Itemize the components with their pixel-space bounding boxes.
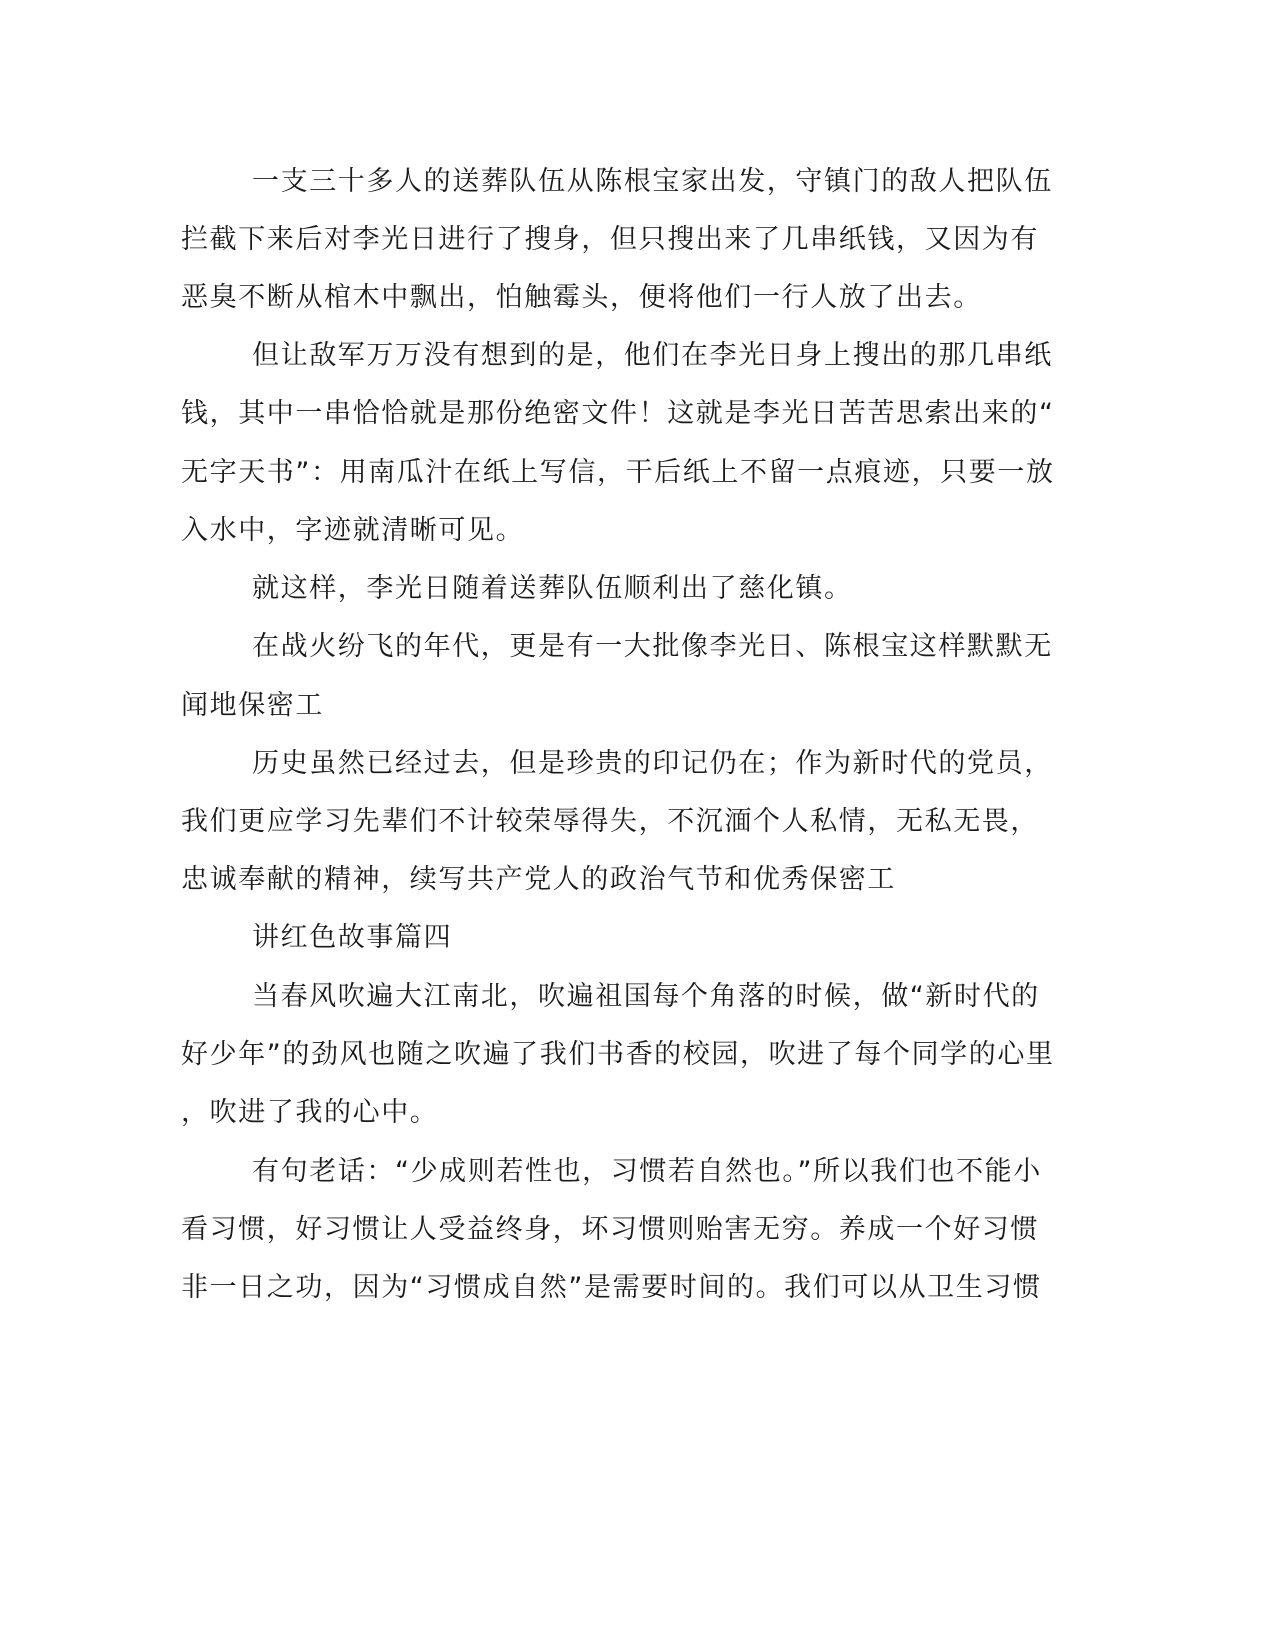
text-line: 我们更应学习先辈们不计较荣辱得失，不沉湎个人私情，无私无畏，: [181, 806, 1039, 837]
text-line: 恶臭不断从棺木中飘出，怕触霉头，便将他们一行人放了出去。: [181, 282, 982, 313]
text-line: 忠诚奉献的精神，续写共产党人的政治气节和优秀保密工: [181, 864, 896, 895]
text-line: 非一日之功，因为“习惯成自然”是需要时间的。我们可以从卫生习惯: [181, 1272, 1042, 1303]
text-line: 无字天书”：用南瓜汁在纸上写信，干后纸上不留一点痕迹，只要一放: [181, 457, 1055, 488]
text-line: 在战火纷飞的年代，更是有一大批像李光日、陈根宝这样默默无: [252, 631, 1053, 662]
text-line: 一支三十多人的送葬队伍从陈根宝家出发，守镇门的敌人把队伍: [252, 166, 1053, 197]
text-line: 历史虽然已经过去，但是珍贵的印记仍在；作为新时代的党员，: [252, 748, 1053, 779]
text-line: 好少年”的劲风也随之吹遍了我们书香的校园，吹进了每个同学的心里: [181, 1039, 1055, 1070]
text-line: 钱，其中一串恰恰就是那份绝密文件！这就是李光日苦苦思索出来的“: [181, 398, 1055, 429]
text-line: 闻地保密工: [181, 690, 324, 721]
text-line: 有句老话：“少成则若性也，习惯若自然也。”所以我们也不能小: [252, 1156, 1042, 1187]
text-line: 当春风吹遍大江南北，吹遍祖国每个角落的时候，做“新时代的: [252, 981, 1040, 1012]
text-line: 入水中，字迹就清晰可见。: [181, 515, 525, 546]
text-line: 看习惯，好习惯让人受益终身，坏习惯则贻害无穷。养成一个好习惯: [181, 1214, 1039, 1245]
text-line: ，吹进了我的心中。: [181, 1097, 439, 1128]
text-line: 拦截下来后对李光日进行了搜身，但只搜出来了几串纸钱，又因为有: [181, 224, 1039, 255]
text-line: 就这样，李光日随着送葬队伍顺利出了慈化镇。: [252, 573, 853, 604]
text-line: 但让敌军万万没有想到的是，他们在李光日身上搜出的那几串纸: [252, 340, 1053, 371]
section-heading: 讲红色故事篇四: [252, 922, 453, 953]
